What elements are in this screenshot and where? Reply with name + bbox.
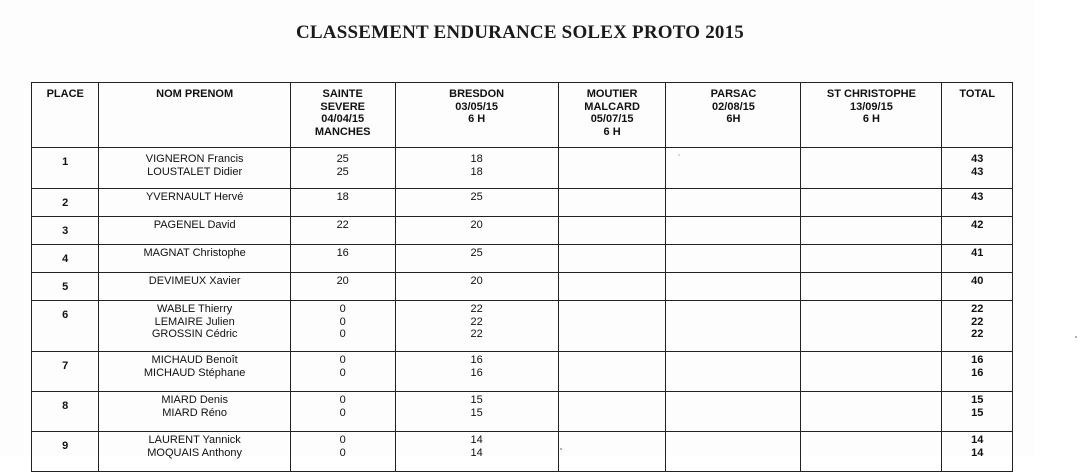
score-value: 14 xyxy=(971,434,984,446)
moutier-cell xyxy=(558,432,666,472)
names-cell xyxy=(99,189,290,217)
score-value: 0 xyxy=(339,354,346,366)
moutier-cell xyxy=(558,189,666,217)
score-value: 22 xyxy=(470,315,483,328)
total-cell xyxy=(942,301,1013,352)
score-value: 16 xyxy=(971,366,984,379)
place-cell: 2 xyxy=(32,189,99,217)
st-christophe-cell xyxy=(801,148,942,189)
table-row xyxy=(32,245,1013,273)
st-christophe-cell xyxy=(801,273,942,301)
driver-name: WABLE Thierry xyxy=(157,303,233,315)
score-value: 16 xyxy=(336,247,349,259)
score-value: 18 xyxy=(470,165,483,178)
parsac-cell xyxy=(666,392,801,432)
column-header-line: MALCARD xyxy=(584,100,640,113)
score-value: 22 xyxy=(470,303,483,315)
column-header-line: PARSAC xyxy=(710,88,757,100)
table-row xyxy=(32,217,1013,245)
table-row xyxy=(32,392,1013,432)
document-title: CLASSEMENT ENDURANCE SOLEX PROTO 2015 xyxy=(296,22,744,43)
column-header-place xyxy=(32,83,99,148)
score-value: 25 xyxy=(470,247,483,259)
score-value: 0 xyxy=(339,366,346,379)
score-value: 22 xyxy=(971,303,984,315)
parsac-cell xyxy=(666,273,801,301)
sainte-severe-cell xyxy=(290,432,395,472)
score-value: 0 xyxy=(339,394,346,406)
moutier-cell xyxy=(558,273,666,301)
driver-name: MOQUAIS Anthony xyxy=(147,446,243,459)
names-cell xyxy=(99,301,290,352)
score-value: 0 xyxy=(339,446,346,459)
column-header-total xyxy=(942,83,1013,148)
parsac-cell xyxy=(666,432,801,472)
score-value: 43 xyxy=(971,165,984,178)
moutier-cell xyxy=(558,301,666,352)
column-header-line: 6 H xyxy=(603,125,621,138)
names-cell xyxy=(99,352,290,392)
score-value: 25 xyxy=(336,153,349,165)
bresdon-cell xyxy=(395,148,558,189)
score-value: 0 xyxy=(339,434,346,446)
column-header-st-christophe xyxy=(801,83,942,148)
score-value: 43 xyxy=(971,153,984,165)
table-row xyxy=(32,432,1013,472)
score-value: 42 xyxy=(971,219,984,231)
bresdon-cell xyxy=(395,189,558,217)
total-cell xyxy=(942,273,1013,301)
column-header-line: ST CHRISTOPHE xyxy=(826,88,916,100)
sainte-severe-cell xyxy=(290,273,395,301)
place-cell: 1 xyxy=(32,148,99,189)
column-header-line: 6 H xyxy=(468,113,486,126)
moutier-cell xyxy=(558,217,666,245)
moutier-cell xyxy=(558,148,666,189)
score-value: 22 xyxy=(470,328,483,341)
column-header-moutier-malcard xyxy=(558,83,666,148)
st-christophe-cell xyxy=(801,392,942,432)
header-row xyxy=(32,83,1013,148)
parsac-cell xyxy=(666,352,801,392)
score-value: 43 xyxy=(971,191,984,203)
table-row xyxy=(32,352,1013,392)
st-christophe-cell xyxy=(801,352,942,392)
total-cell xyxy=(942,189,1013,217)
score-value: 40 xyxy=(971,275,984,287)
score-value: 22 xyxy=(336,219,349,231)
column-header-line: SAINTE xyxy=(322,88,363,100)
scan-speck xyxy=(560,448,562,450)
bresdon-cell xyxy=(395,273,558,301)
table-body xyxy=(32,148,1013,472)
parsac-cell xyxy=(666,217,801,245)
column-header-line: BRESDON xyxy=(449,88,505,100)
column-header-line: MANCHES xyxy=(314,125,371,138)
place-cell: 9 xyxy=(32,432,99,472)
st-christophe-cell xyxy=(801,217,942,245)
sainte-severe-cell xyxy=(290,148,395,189)
score-value: 22 xyxy=(971,315,984,328)
score-value: 25 xyxy=(336,165,349,178)
column-header-line: 05/07/15 xyxy=(590,113,634,126)
sainte-severe-cell xyxy=(290,301,395,352)
bresdon-cell xyxy=(395,392,558,432)
driver-name: LEMAIRE Julien xyxy=(154,315,235,328)
place-cell: 6 xyxy=(32,301,99,352)
column-header-line: 03/05/15 xyxy=(455,100,499,113)
score-value: 41 xyxy=(971,247,984,259)
driver-name: MAGNAT Christophe xyxy=(143,247,246,259)
total-cell xyxy=(942,217,1013,245)
total-cell xyxy=(942,392,1013,432)
score-value: 20 xyxy=(470,219,483,231)
score-value: 20 xyxy=(336,275,349,287)
column-header-line: 13/09/15 xyxy=(850,100,893,113)
score-value: 15 xyxy=(971,406,984,419)
column-header-line: 04/04/15 xyxy=(321,113,365,126)
names-cell xyxy=(99,392,290,432)
st-christophe-cell xyxy=(801,301,942,352)
bresdon-cell xyxy=(395,432,558,472)
names-cell xyxy=(99,432,290,472)
total-cell xyxy=(942,245,1013,273)
column-header-parsac xyxy=(666,83,801,148)
moutier-cell xyxy=(558,245,666,273)
score-value: 18 xyxy=(470,153,483,165)
total-cell xyxy=(942,432,1013,472)
column-header-name xyxy=(99,83,290,148)
place-cell: 8 xyxy=(32,392,99,432)
bresdon-cell xyxy=(395,245,558,273)
score-value: 0 xyxy=(339,303,346,315)
driver-name: MIARD Denis xyxy=(161,394,228,406)
driver-name: YVERNAULT Hervé xyxy=(145,191,244,203)
sainte-severe-cell xyxy=(290,392,395,432)
sainte-severe-cell xyxy=(290,217,395,245)
table-row xyxy=(32,189,1013,217)
total-cell xyxy=(942,352,1013,392)
driver-name: MICHAUD Stéphane xyxy=(143,366,246,379)
column-header-line: TOTAL xyxy=(959,88,996,100)
st-christophe-cell xyxy=(801,245,942,273)
parsac-cell xyxy=(666,148,801,189)
driver-name: MIARD Réno xyxy=(162,406,228,419)
column-header-line: 02/08/15 xyxy=(712,100,755,113)
column-header-line: PLACE xyxy=(46,88,84,100)
names-cell xyxy=(99,148,290,189)
parsac-cell xyxy=(666,301,801,352)
column-header-sainte-severe xyxy=(290,83,395,148)
score-value: 22 xyxy=(971,328,984,341)
column-header-line: SEVERE xyxy=(320,100,366,113)
parsac-cell xyxy=(666,189,801,217)
score-value: 18 xyxy=(336,191,349,203)
place-cell: 3 xyxy=(32,217,99,245)
names-cell xyxy=(99,217,290,245)
score-value: 0 xyxy=(339,315,346,328)
place-cell: 7 xyxy=(32,352,99,392)
names-cell xyxy=(99,273,290,301)
driver-name: GROSSIN Cédric xyxy=(151,328,238,341)
place-cell: 4 xyxy=(32,245,99,273)
names-cell xyxy=(99,245,290,273)
results-table xyxy=(31,82,1013,472)
bresdon-cell xyxy=(395,217,558,245)
moutier-cell xyxy=(558,352,666,392)
score-value: 15 xyxy=(971,394,984,406)
bresdon-cell xyxy=(395,301,558,352)
scan-speck xyxy=(1075,336,1077,338)
column-header-line: 6H xyxy=(726,113,741,126)
place-cell: 5 xyxy=(32,273,99,301)
score-value: 16 xyxy=(470,366,483,379)
scan-speck xyxy=(678,154,680,156)
score-value: 15 xyxy=(470,406,483,419)
score-value: 14 xyxy=(470,446,483,459)
total-cell xyxy=(942,148,1013,189)
table-row xyxy=(32,301,1013,352)
driver-name: LAURENT Yannick xyxy=(148,434,241,446)
driver-name: PAGENEL David xyxy=(153,219,236,231)
score-value: 16 xyxy=(470,354,483,366)
column-header-bresdon xyxy=(395,83,558,148)
driver-name: VIGNERON Francis xyxy=(145,153,244,165)
bresdon-cell xyxy=(395,352,558,392)
score-value: 0 xyxy=(339,328,346,341)
sainte-severe-cell xyxy=(290,189,395,217)
score-value: 20 xyxy=(470,275,483,287)
score-value: 14 xyxy=(470,434,483,446)
column-header-line: NOM PRENOM xyxy=(156,88,234,100)
column-header-line: MOUTIER xyxy=(586,88,638,100)
column-header-line: 6 H xyxy=(862,113,880,126)
st-christophe-cell xyxy=(801,189,942,217)
driver-name: MICHAUD Benoît xyxy=(151,354,238,366)
table-row xyxy=(32,148,1013,189)
score-value: 25 xyxy=(470,191,483,203)
score-value: 0 xyxy=(339,406,346,419)
moutier-cell xyxy=(558,392,666,432)
driver-name: DEVIMEUX Xavier xyxy=(148,275,241,287)
table-row xyxy=(32,273,1013,301)
st-christophe-cell xyxy=(801,432,942,472)
sainte-severe-cell xyxy=(290,245,395,273)
sainte-severe-cell xyxy=(290,352,395,392)
score-value: 15 xyxy=(470,394,483,406)
score-value: 16 xyxy=(971,354,984,366)
driver-name: LOUSTALET Didier xyxy=(147,165,243,178)
parsac-cell xyxy=(666,245,801,273)
score-value: 14 xyxy=(971,446,984,459)
